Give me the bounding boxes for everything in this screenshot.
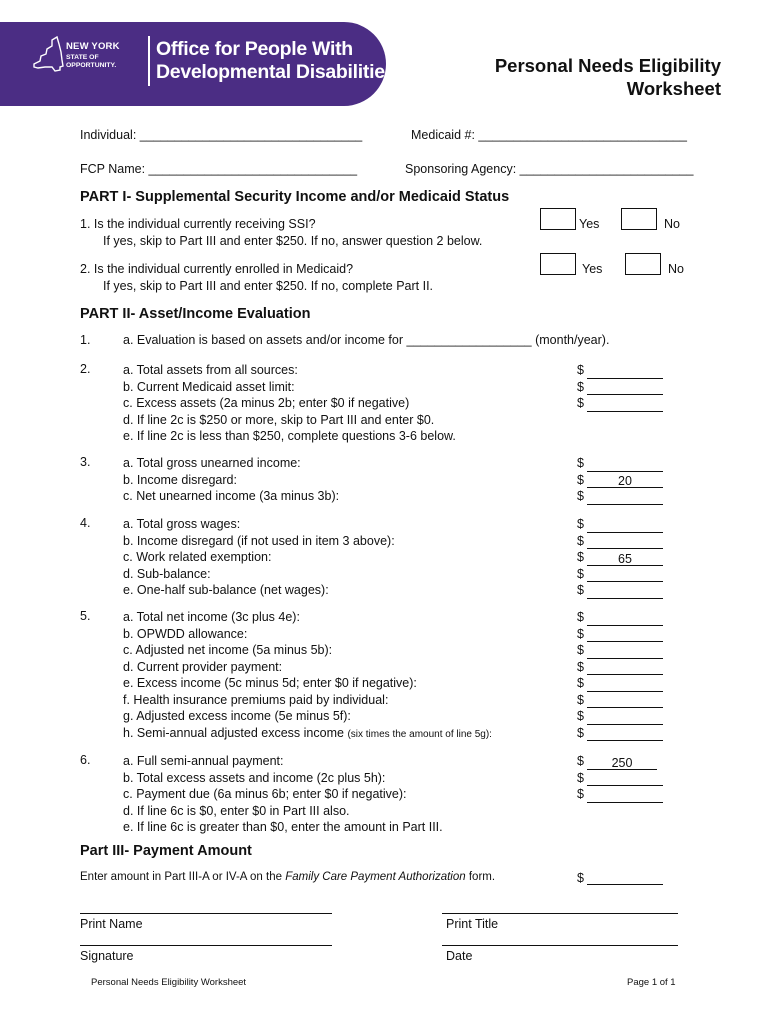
item2-line-d: d. If line 2c is $250 or more, skip to Part III and enter $0. [123,412,435,427]
date-label: Date [446,949,473,963]
signature-label: Signature [80,949,134,963]
item5-line-h-note: (six times the amount of line 5g): [347,728,492,740]
document-title-line2: Worksheet [626,78,721,99]
amount-5h[interactable]: $ [577,725,663,742]
part1-question1: 1. Is the individual currently receiving SSI? [80,217,316,231]
footer-form-name: Personal Needs Eligibility Worksheet [91,977,247,988]
item5-line-g: g. Adjusted excess income (5e minus 5f): [123,709,351,723]
item5-line-c: c. Adjusted net income (5a minus 5b): [123,643,333,657]
print-name-label: Print Name [80,917,143,931]
q2-no-label: No [668,262,684,276]
item3-number: 3. [80,455,91,469]
logo-state-of: STATE OF [66,54,99,61]
part1-question1-instructions: If yes, skip to Part III and enter $250. If no, answer question 2 below. [103,234,483,248]
individual-field[interactable]: Individual: ________________________________ [80,128,363,142]
q2-no-checkbox[interactable] [625,253,661,275]
item6-line-e: e. If line 6c is greater than $0, enter the amount in Part III. [123,820,443,834]
sponsoring-agency-field[interactable]: Sponsoring Agency: _________________________ [405,162,694,176]
amount-5f[interactable]: $ [577,692,663,709]
item6-line-a: a. Full semi-annual payment: [123,754,284,768]
amount-4e[interactable]: $ [577,582,663,599]
item3-line-b: b. Income disregard: [123,472,237,487]
item2-number: 2. [80,362,91,376]
item5-lines [123,609,492,743]
item5-line-h-text: h. Semi-annual adjusted excess income [123,725,344,740]
part1-heading: PART I- Supplemental Security Income and/or Medicaid Status [80,189,510,205]
amount-6c[interactable]: $ [577,786,663,803]
footer-page-number: Page 1 of 1 [627,977,676,988]
item4-lines [116,516,395,599]
amount-2b[interactable]: $ [577,379,663,396]
work-exemption-value[interactable]: 65 [587,553,663,566]
logo-divider [148,36,150,86]
item1-evaluation-period[interactable]: a. Evaluation is based on assets and/or income for __________________ (month/year). [123,333,610,347]
part3-instructions [80,871,495,883]
amount-3c[interactable]: $ [577,488,663,505]
organization-name [156,38,395,84]
item4-line-d: d. Sub-balance: [123,566,211,581]
item5-line-f: f. Health insurance premiums paid by individual: [123,692,389,707]
item6-number: 6. [80,753,91,767]
amount-4d[interactable]: $ [577,566,663,583]
item3-line-a: a. Total gross unearned income: [123,456,301,470]
amount-4c[interactable]: $ 65 [577,549,663,566]
item4-line-e: e. One-half sub-balance (net wages): [123,583,329,597]
part1-question2: 2. Is the individual currently enrolled in Medicaid? [80,262,354,276]
item4-line-a: a. Total gross wages: [123,517,241,531]
amount-2a[interactable]: $ [577,362,663,379]
organization-name-line1: Office for People With [156,38,353,60]
amount-4a[interactable]: $ [577,516,663,533]
part3-instr-pre: Enter amount in Part III-A or IV-A on the [80,871,286,883]
item3-lines [123,455,339,505]
print-title-label: Print Title [446,917,499,931]
amount-5a[interactable]: $ [577,609,663,626]
part1-question2-instructions: If yes, skip to Part III and enter $250. If no, complete Part II. [103,279,434,293]
item5-line-b: b. OPWDD allowance: [123,626,248,641]
amount-3a[interactable]: $ [577,455,663,472]
item2-line-c: c. Excess assets (2a minus 2b; enter $0 if negative) [123,396,410,410]
part3-instr-post: form. [465,871,496,883]
item5-number: 5. [80,609,91,623]
document-title-line1: Personal Needs Eligibility [494,55,721,76]
organization-name-line2: Developmental Disabilities [156,61,396,83]
item5-line-a: a. Total net income (3c plus 4e): [123,610,300,624]
full-payment-value[interactable]: 250 [587,757,657,770]
date-line[interactable] [442,945,678,946]
item6-line-b: b. Total excess assets and income (2c plus 5h): [123,770,386,785]
amount-5b[interactable]: $ [577,626,663,643]
item5-line-h [123,725,492,744]
part3-form-name: Family Care Payment Authorization [285,871,466,883]
item6-amounts [577,753,663,803]
item2-line-b: b. Current Medicaid asset limit: [123,379,295,394]
amount-3b[interactable]: $ 20 [577,472,663,489]
amount-2c[interactable]: $ [577,395,663,412]
fcp-name-field[interactable]: FCP Name: ______________________________ [80,162,358,176]
item2-lines [123,362,456,445]
item4-number: 4. [80,516,91,530]
q2-yes-label: Yes [582,262,603,276]
signature-line[interactable] [80,945,332,946]
q1-yes-checkbox[interactable] [540,208,576,230]
income-disregard-value[interactable]: 20 [587,475,663,488]
q2-yes-checkbox[interactable] [540,253,576,275]
logo-opportunity: OPPORTUNITY. [66,62,117,69]
amount-5d[interactable]: $ [577,659,663,676]
part3-heading: Part III- Payment Amount [80,843,252,859]
item3-line-c: c. Net unearned income (3a minus 3b): [123,489,340,503]
logo-line-state-of [66,54,116,70]
document-title [495,54,721,100]
part2-heading: PART II- Asset/Income Evaluation [80,306,311,322]
item5-line-d: d. Current provider payment: [123,659,283,674]
q1-yes-label: Yes [579,217,600,231]
item6-lines [123,753,443,836]
q1-no-label: No [664,217,680,231]
item2-line-e: e. If line 2c is less than $250, complete questions 3-6 below. [123,429,456,443]
item2-amounts [577,362,663,412]
q1-no-checkbox[interactable] [621,208,657,230]
amount-5c[interactable]: $ [577,642,663,659]
logo-line-new-york: NEW YORK [66,41,120,52]
item5-line-e: e. Excess income (5c minus 5d; enter $0 if negative): [123,676,417,690]
item4-line-c: c. Work related exemption: [123,550,272,564]
amount-4b[interactable]: $ [577,533,663,550]
item4-amounts [577,516,663,599]
payment-amount[interactable]: $ [577,871,663,885]
new-york-state-map-icon [30,34,66,74]
item6-line-c: c. Payment due (6a minus 6b; enter $0 if negative): [123,787,407,801]
amount-6a[interactable]: $ 250 [577,753,663,770]
print-name-line[interactable] [80,913,332,914]
item6-line-d: d. If line 6c is $0, enter $0 in Part III also. [123,803,350,818]
amount-6b[interactable]: $ [577,770,663,787]
item5-amounts [577,609,663,741]
print-title-line[interactable] [442,913,678,914]
item4-line-b: b. Income disregard (if not used in item 3 above): [123,533,395,548]
item2-line-a: a. Total assets from all sources: [123,363,298,377]
amount-5g[interactable]: $ [577,708,663,725]
item3-amounts [577,455,663,505]
item1-number: 1. [80,333,91,347]
amount-5e[interactable]: $ [577,675,663,692]
medicaid-number-field[interactable]: Medicaid #: ______________________________ [411,128,687,142]
